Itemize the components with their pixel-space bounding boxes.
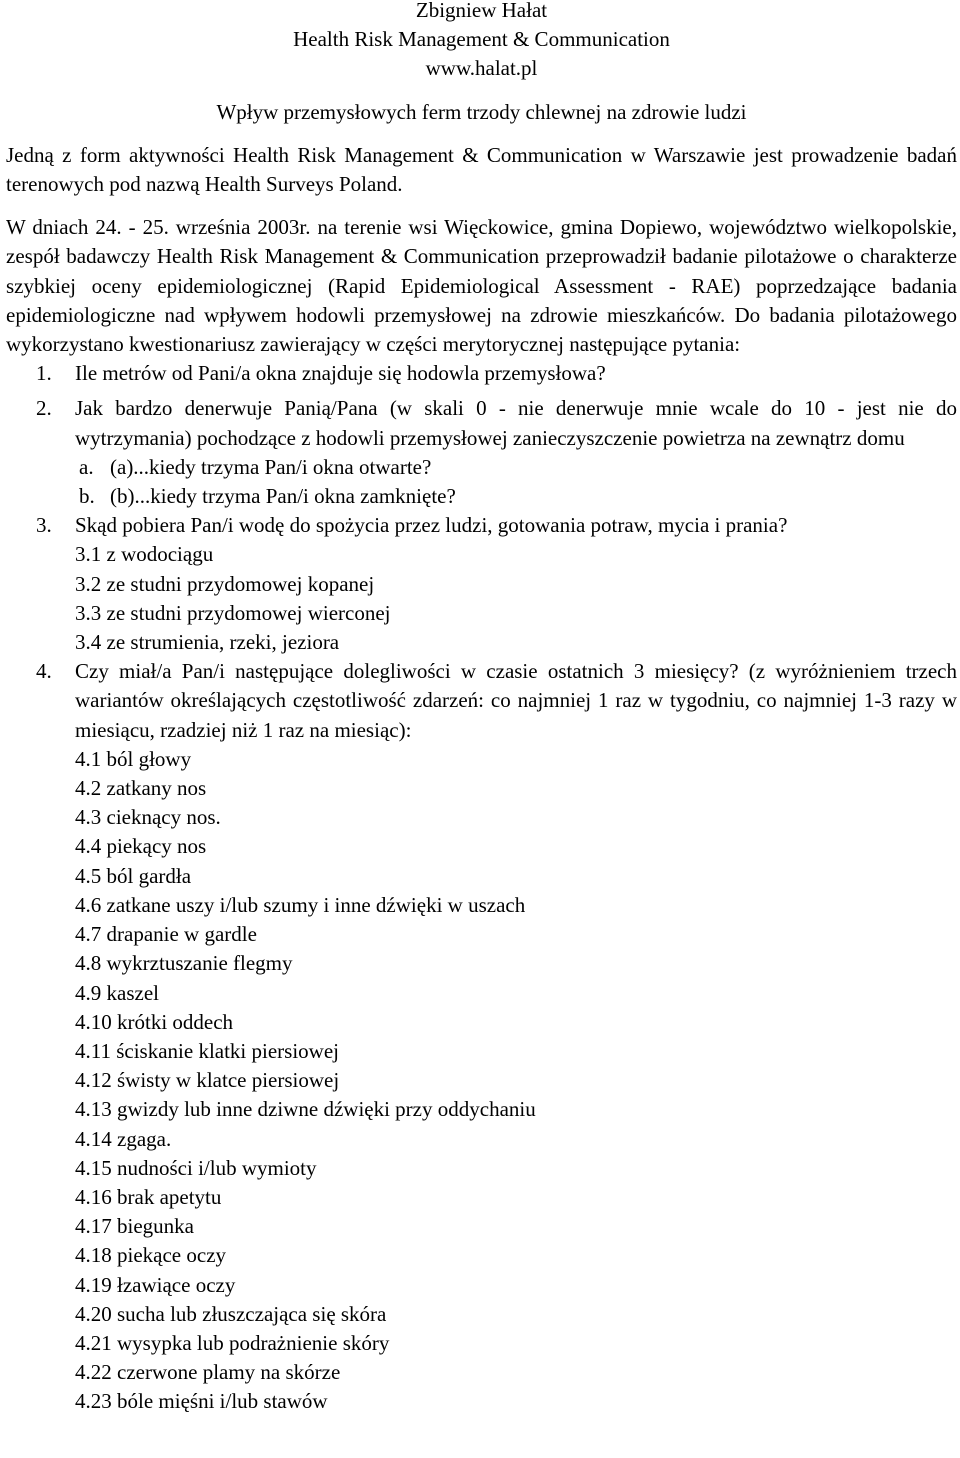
symptom-item: 4.8 wykrztuszanie flegmy [75, 951, 293, 976]
q2-option-b [6, 482, 957, 511]
option-letter: a. [79, 454, 94, 479]
author-name: Zbigniew Hałat [415, 0, 548, 22]
symptom-item: 4.19 łzawiące oczy [75, 1272, 236, 1297]
q3-option: 3.1 z wodociągu [75, 542, 214, 567]
symptom-item: 4.18 piekące oczy [75, 1243, 227, 1268]
q3-option: 3.2 ze studni przydomowej kopanej [75, 571, 375, 596]
symptom-item: 4.11 ściskanie klatki piersiowej [75, 1038, 339, 1063]
question-3 [6, 511, 957, 540]
question-text: Ile metrów od Pani/a okna znajduje się hodowla przemysłowa? [75, 361, 606, 386]
symptom-item: 4.2 zatkany nos [75, 776, 207, 801]
symptom-item: 4.13 gwizdy lub inne dziwne dźwięki przy oddychaniu [75, 1097, 536, 1122]
symptom-item: 4.23 bóle mięśni i/lub stawów [75, 1389, 328, 1414]
question-2 [6, 394, 957, 452]
symptom-item: 4.5 ból gardła [75, 863, 192, 888]
symptom-item: 4.1 ból głowy [75, 746, 192, 771]
symptom-item: 4.6 zatkane uszy i/lub szumy i inne dźwięki w uszach [75, 892, 526, 917]
option-letter: b. [79, 484, 95, 509]
website-url: www.halat.pl [425, 56, 538, 81]
symptom-item: 4.3 cieknący nos. [75, 805, 221, 830]
intro-paragraph: Jedną z form aktywności Health Risk Management & Communication w Warszawie jest prowadzenie badań terenowych pod nazwą Health Surveys Poland. [6, 142, 957, 197]
question-1 [6, 359, 957, 388]
q3-option: 3.4 ze strumienia, rzeki, jeziora [75, 630, 340, 655]
question-text: Skąd pobiera Pan/i wodę do spożycia przez ludzi, gotowania potraw, mycia i prania? [75, 513, 788, 538]
q2-option-a [6, 453, 957, 482]
question-number: 1. [36, 361, 52, 386]
option-text: (a)...kiedy trzyma Pan/i okna otwarte? [110, 454, 432, 479]
symptom-item: 4.4 piekący nos [75, 834, 207, 859]
symptom-item: 4.17 biegunka [75, 1214, 194, 1239]
symptom-item: 4.9 kaszel [75, 980, 159, 1005]
body-paragraph: W dniach 24. - 25. września 2003r. na terenie wsi Więckowice, gmina Dopiewo, województwo wielkopolskie, zespół badawczy Health Risk Management & Communication przeprowadził badanie pilotażowe o charakterze szybkiej oceny epidemiologicznej (Rapid Epidemiological Assessment - RAE) poprzedzające badania epidemiologiczne nad wpływem hodowli przemysłowej na zdrowie mieszkańców. Do badania pilotażowego wykorzystano kwestionariusz zawierający w części merytorycznej następujące pytania: [6, 215, 957, 357]
symptom-item: 4.12 świsty w klatce piersiowej [75, 1068, 340, 1093]
symptom-item: 4.21 wysypka lub podrażnienie skóry [75, 1330, 390, 1355]
question-number: 2. [36, 396, 52, 421]
symptom-item: 4.15 nudności i/lub wymioty [75, 1155, 317, 1180]
symptom-item: 4.14 zgaga. [75, 1126, 172, 1151]
organization-name: Health Risk Management & Communication [293, 27, 670, 52]
q3-option: 3.3 ze studni przydomowej wierconej [75, 600, 391, 625]
question-text: Czy miał/a Pan/i następujące dolegliwości w czasie ostatnich 3 miesięcy? (z wyróżnieniem trzech wariantów określających częstotliwość zdarzeń: co najmniej 1 raz w tygodniu, co najmniej 1-3 razy w miesiącu, rzadziej niż 1 raz na miesiąc): [75, 659, 957, 742]
question-number: 3. [36, 513, 52, 538]
symptom-item: 4.16 brak apetytu [75, 1184, 222, 1209]
question-4 [6, 657, 957, 745]
question-number: 4. [36, 659, 52, 684]
symptom-item: 4.20 sucha lub złuszczająca się skóra [75, 1301, 387, 1326]
option-text: (b)...kiedy trzyma Pan/i okna zamknięte? [110, 484, 456, 509]
document-title: Wpływ przemysłowych ferm trzody chlewnej na zdrowie ludzi [216, 99, 747, 124]
symptom-item: 4.10 krótki oddech [75, 1009, 234, 1034]
symptom-item: 4.22 czerwone plamy na skórze [75, 1360, 341, 1385]
question-text: Jak bardzo denerwuje Panią/Pana (w skali 0 - nie denerwuje mnie wcale do 10 - jest nie do wytrzymania) pochodzące z hodowli przemysłowej zanieczyszczenie powietrza na zewnątrz domu [75, 396, 957, 450]
symptom-item: 4.7 drapanie w gardle [75, 922, 257, 947]
